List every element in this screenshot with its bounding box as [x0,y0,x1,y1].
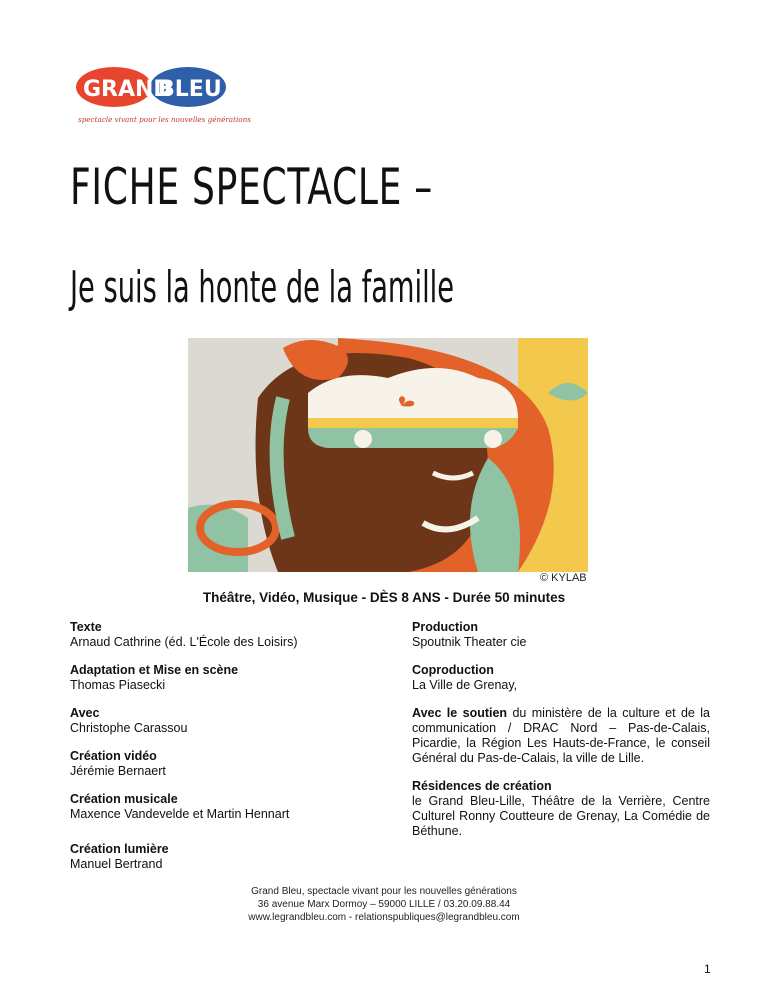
credit-item [70,749,370,779]
credit-item [412,706,710,766]
page-number: 1 [704,962,711,976]
credit-value: le Grand Bleu-Lille, Théâtre de la Verrière, Centre Culturel Ronny Coutteure de Grenay, La Comédie de Béthune. [412,794,710,838]
credit-value: La Ville de Grenay, [412,678,518,692]
show-title: Je suis la honte de la famille [70,262,455,313]
page-title: FICHE SPECTACLE – [70,158,433,216]
credit-value: Spoutnik Theater cie [412,635,527,649]
credit-item [70,663,370,693]
credit-value: Jérémie Bernaert [70,764,166,778]
credit-value: Thomas Piasecki [70,678,166,692]
logo-word-grand: GRAND [83,77,172,102]
credit-item [70,706,370,736]
credit-label: Création vidéo [70,749,157,763]
footer-address: 36 avenue Marx Dormoy – 59000 LILLE / 03.20.09.88.44 [257,899,511,910]
logo-tagline: spectacle vivant pour les nouvelles générations [78,115,251,124]
credit-label: Création lumière [70,842,169,856]
credit-item [70,792,370,822]
credit-value: Manuel Bertrand [70,857,163,871]
credit-label: Avec [70,706,100,720]
credit-label: Production [412,620,478,634]
credit-item [412,663,710,693]
footer-line: Grand Bleu, spectacle vivant pour les nouvelles générations [251,886,517,897]
image-credit: © KYLAB [540,572,587,584]
credit-item [412,779,710,839]
credit-label: Avec le soutien [412,706,508,720]
credit-label: Coproduction [412,663,494,677]
show-illustration [188,338,588,572]
credit-value: Maxence Vandevelde et Martin Hennart [70,807,290,821]
credit-value: Arnaud Cathrine (éd. L'École des Loisirs) [70,635,298,649]
show-subtitle: Théâtre, Vidéo, Musique - DÈS 8 ANS - Durée 50 minutes [202,590,566,605]
credit-label: Résidences de création [412,779,552,793]
credits-left-column [70,620,370,885]
credits-right-column [412,620,710,852]
credit-value: Christophe Carassou [70,721,188,735]
grand-bleu-logo [70,62,251,130]
credit-item [70,620,370,650]
footer [0,885,768,924]
credit-label: Adaptation et Mise en scène [70,663,239,677]
footer-contact: www.legrandbleu.com - relationspubliques@legrandbleu.com [248,912,520,923]
credit-item [70,842,370,872]
credit-item [412,620,710,650]
credit-value: du ministère de la culture et de la communication / DRAC Nord – Pas-de-Calais, Picardie, la Région Les Hauts-de-France, le conseil Général du Pas-de-Calais, la ville de Lille. [412,706,710,765]
credit-label: Création musicale [70,792,178,806]
logo-word-bleu: BLEU [158,77,222,102]
credit-label: Texte [70,620,102,634]
